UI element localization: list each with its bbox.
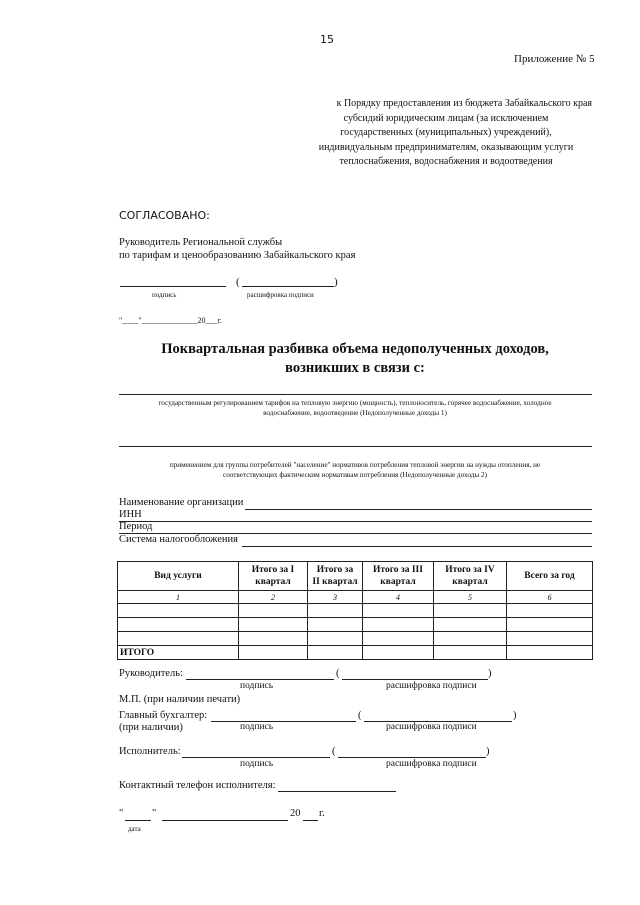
head-signature-line[interactable]: [186, 679, 334, 680]
date-day-line[interactable]: [125, 820, 151, 821]
date-year-line[interactable]: [303, 820, 318, 821]
head-signature-caption: подпись: [240, 681, 274, 691]
date-year-prefix: 20: [290, 808, 301, 819]
table-header-text: Итого за III: [373, 565, 423, 575]
table-header-cell: [363, 562, 434, 591]
table-header-cell: [118, 562, 239, 591]
table-cell[interactable]: [239, 646, 308, 660]
table-number-cell: 6: [507, 591, 593, 604]
date-quote-open: ": [119, 808, 124, 819]
order-reference-line: государственных (муниципальных) учреждений),: [340, 127, 552, 138]
table-header-cell: [308, 562, 363, 591]
table-header-text: Итого за I: [251, 565, 295, 575]
reason1-caption: [110, 398, 600, 418]
table-cell[interactable]: [434, 646, 507, 660]
table-header-cell: [434, 562, 507, 591]
table-cell[interactable]: [434, 604, 507, 618]
paren-close: ): [334, 276, 338, 288]
document-title-line: возникших в связи с:: [285, 360, 425, 376]
approver-title-line: Руководитель Региональной службы: [119, 237, 283, 248]
org-name-label: Наименование организации: [119, 497, 244, 508]
reason1-line[interactable]: [119, 394, 592, 395]
table-total-row: [118, 646, 593, 660]
table-cell[interactable]: [363, 604, 434, 618]
reason2-caption-line: применением для группы потребителей "население" нормативов потребления тепловой энергии на нужды отопления, не: [169, 461, 541, 469]
table-cell[interactable]: [434, 618, 507, 632]
paren-close: ): [488, 668, 492, 679]
approver-title-line: по тарифам и ценообразованию Забайкальского края: [119, 250, 356, 261]
table-cell[interactable]: [507, 618, 593, 632]
paren-open: (: [358, 710, 362, 721]
accountant-signature-line[interactable]: [211, 721, 356, 722]
table-cell[interactable]: [118, 618, 239, 632]
accountant-decode-caption: расшифровка подписи: [386, 722, 477, 732]
date-year-suffix: г.: [319, 808, 325, 819]
table-cell[interactable]: [308, 632, 363, 646]
table-header-text: Всего за год: [524, 571, 575, 581]
table-header-text: Вид услуги: [154, 571, 202, 581]
table-cell[interactable]: [363, 632, 434, 646]
phone-line[interactable]: [278, 791, 396, 792]
table-cell[interactable]: [363, 646, 434, 660]
table-cell[interactable]: [507, 604, 593, 618]
org-name-line[interactable]: [245, 509, 592, 510]
paren-open: (: [332, 746, 336, 757]
approver-signature-line[interactable]: [120, 286, 226, 287]
table-cell[interactable]: [308, 618, 363, 632]
reason2-caption-line: соответствующих фактическим нормативам потребления (Недополученные доходы 2): [223, 471, 487, 479]
executor-decode-line[interactable]: [338, 757, 486, 758]
inn-line[interactable]: [119, 521, 592, 522]
phone-label: Контактный телефон исполнителя:: [119, 780, 276, 791]
page-number: 15: [320, 33, 334, 46]
table-number-cell: 3: [308, 591, 363, 604]
executor-label: Исполнитель:: [119, 746, 181, 757]
tax-system-label: Система налогообложения: [119, 534, 238, 545]
table-number-cell: 5: [434, 591, 507, 604]
table-cell[interactable]: [239, 632, 308, 646]
approver-signature-caption: подпись: [152, 291, 177, 299]
income-table: [117, 561, 593, 660]
table-row: [118, 618, 593, 632]
head-decode-caption: расшифровка подписи: [386, 681, 477, 691]
executor-decode-caption: расшифровка подписи: [386, 759, 477, 769]
table-header-text: II квартал: [312, 577, 358, 587]
table-cell[interactable]: [239, 618, 308, 632]
stamp-note: М.П. (при наличии печати): [119, 694, 241, 705]
accountant-note: (при наличии): [119, 722, 183, 733]
table-header-cell: [507, 562, 593, 591]
table-cell[interactable]: [507, 646, 593, 660]
table-header-text: Итого за: [316, 565, 354, 575]
table-header-text: квартал: [452, 577, 488, 587]
order-reference: [300, 97, 592, 170]
reason1-caption-line: государственным регулированием тарифов на тепловую энергию (мощность), теплоноситель, горячее водоснабжение, холодное: [158, 399, 552, 407]
appendix-label: Приложение № 5: [514, 53, 595, 65]
table-header-row: [118, 562, 593, 591]
table-number-cell: 1: [118, 591, 239, 604]
head-signature-label: Руководитель:: [119, 668, 183, 679]
table-total-label: ИТОГО: [118, 646, 239, 660]
table-cell[interactable]: [118, 604, 239, 618]
table-cell[interactable]: [239, 604, 308, 618]
table-row: [118, 604, 593, 618]
date-month-line[interactable]: [162, 820, 288, 821]
document-title: [100, 340, 610, 378]
table-number-row: [118, 591, 593, 604]
period-label: Период: [119, 521, 153, 532]
reason2-caption: [110, 460, 600, 480]
table-header-text: Итого за IV: [445, 565, 495, 575]
approver-title: [119, 236, 355, 262]
tax-system-line[interactable]: [242, 546, 592, 547]
approver-decode-caption: расшифровка подписи: [247, 291, 314, 299]
table-header-text: квартал: [380, 577, 416, 587]
table-cell[interactable]: [308, 604, 363, 618]
table-number-cell: 2: [239, 591, 308, 604]
table-cell[interactable]: [118, 632, 239, 646]
head-decode-line[interactable]: [342, 679, 488, 680]
order-reference-line: субсидий юридическим лицам (за исключением: [343, 112, 549, 124]
order-reference-line: индивидуальным предпринимателям, оказывающим услуги: [318, 141, 574, 153]
approval-date-field[interactable]: "____"______________20___г.: [119, 316, 222, 325]
table-row: [118, 632, 593, 646]
accountant-signature-caption: подпись: [240, 722, 274, 732]
reason2-line[interactable]: [119, 446, 592, 447]
reason1-caption-line: водоснабжение, водоотведение (Недополученные доходы 1): [263, 409, 447, 417]
approved-label: СОГЛАСОВАНО:: [119, 209, 210, 222]
order-reference-line: теплоснабжения, водоснабжения и водоотведения: [339, 156, 553, 167]
table-header-cell: [239, 562, 308, 591]
order-reference-line: к Порядку предоставления из бюджета Забайкальского края: [336, 98, 592, 109]
paren-close: ): [486, 746, 490, 757]
table-cell[interactable]: [363, 618, 434, 632]
document-title-line: Поквартальная разбивка объема недополученных доходов,: [161, 341, 549, 357]
table-cell[interactable]: [507, 632, 593, 646]
executor-signature-caption: подпись: [240, 759, 274, 769]
date-quote-close: ": [152, 808, 157, 819]
date-caption: дата: [128, 825, 141, 833]
paren-open: (: [336, 668, 340, 679]
table-cell[interactable]: [434, 632, 507, 646]
approver-decode-line[interactable]: [242, 286, 334, 287]
inn-label: ИНН: [119, 509, 142, 520]
table-cell[interactable]: [308, 646, 363, 660]
table-number-cell: 4: [363, 591, 434, 604]
table-header-text: квартал: [255, 577, 291, 587]
paren-open: (: [236, 276, 240, 288]
paren-close: ): [513, 710, 517, 721]
accountant-label: Главный бухгалтер:: [119, 710, 208, 721]
executor-signature-line[interactable]: [182, 757, 330, 758]
